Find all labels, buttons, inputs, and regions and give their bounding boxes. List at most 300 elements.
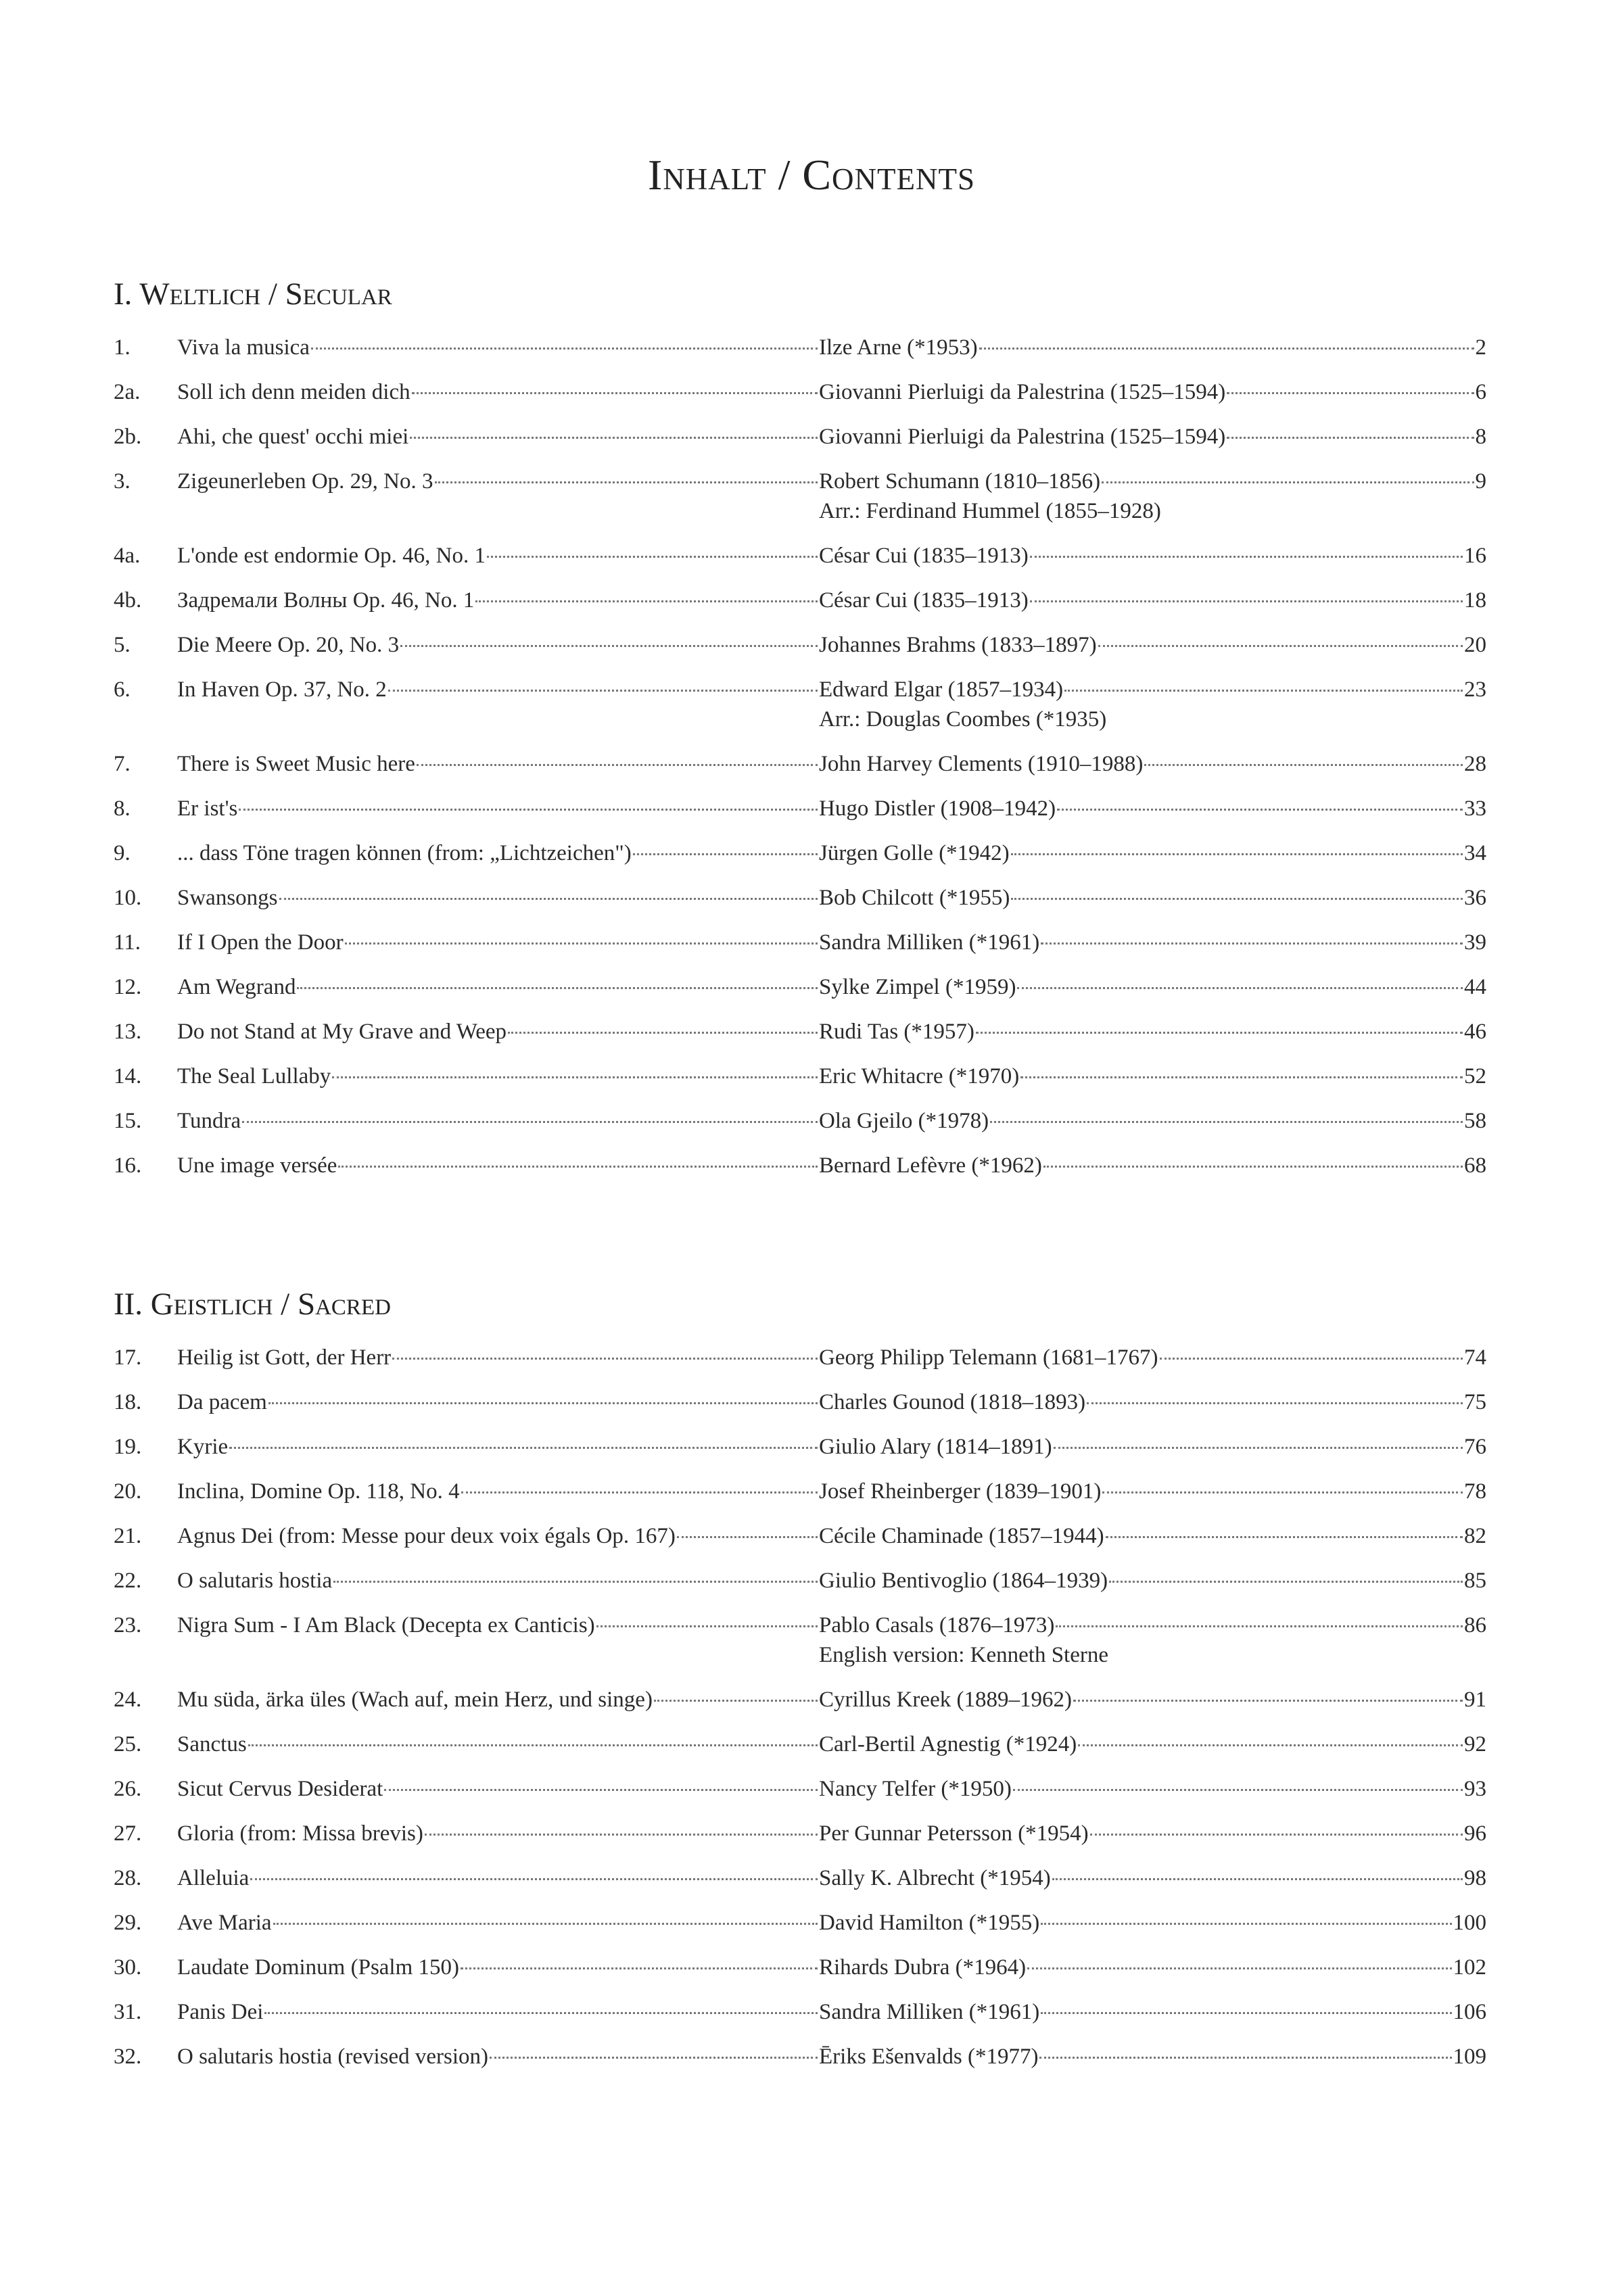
entry-title: There is Sweet Music here (177, 752, 415, 776)
toc-line (114, 1432, 1486, 1462)
dot-leader (677, 1536, 818, 1538)
dot-leader (1144, 764, 1463, 766)
toc-line (114, 1610, 1486, 1640)
entry-composer-cell (819, 1387, 1464, 1417)
dot-leader (1041, 2012, 1451, 2014)
entry-page: 8 (1475, 425, 1486, 449)
dot-leader (1227, 392, 1474, 394)
toc-entry (114, 1106, 1486, 1151)
dot-leader (979, 348, 1474, 350)
toc-line (114, 1387, 1486, 1417)
entry-composer: Eric Whitacre (*1970) (819, 1064, 1020, 1089)
entry-composer-cell (819, 541, 1464, 571)
entry-composer: Carl-Bertil Agnestig (*1924) (819, 1732, 1077, 1756)
dot-leader (425, 1834, 818, 1836)
entry-page: 46 (1464, 1020, 1486, 1044)
dot-leader (1064, 690, 1463, 692)
entry-number: 7. (114, 752, 131, 776)
entry-title-cell (177, 1432, 819, 1462)
entry-number: 31. (114, 2000, 142, 2024)
entry-title-cell (177, 1566, 819, 1596)
entry-composer-cell (819, 333, 1476, 362)
toc-line (114, 1774, 1486, 1804)
entry-title: ... dass Töne tragen können (from: „Lichtzeichen") (177, 841, 632, 865)
entry-title: Inclina, Domine Op. 118, No. 4 (177, 1479, 460, 1504)
dot-leader (417, 764, 818, 766)
entry-composer: Jürgen Golle (*1942) (819, 841, 1010, 865)
entry-title-cell (177, 1343, 819, 1372)
entry-page: 28 (1464, 752, 1486, 776)
entry-composer: Cyrillus Kreek (1889–1962) (819, 1688, 1072, 1712)
entry-composer: Sylke Zimpel (*1959) (819, 975, 1016, 999)
toc-line (114, 1566, 1486, 1596)
entry-title: Задремали Волны Op. 46, No. 1 (177, 588, 475, 613)
entry-number: 6. (114, 677, 131, 702)
entry-title: Viva la musica (177, 335, 310, 360)
dot-leader (1054, 1447, 1463, 1449)
dot-leader (1057, 809, 1463, 811)
entry-title-cell (177, 838, 819, 868)
entry-composer: Georg Philipp Telemann (1681–1767) (819, 1345, 1158, 1370)
dot-leader (1011, 853, 1463, 855)
dot-leader (1030, 556, 1463, 558)
entry-number: 32. (114, 2044, 142, 2069)
entry-composer: Sandra Milliken (*1961) (819, 2000, 1040, 2024)
toc-entry (114, 422, 1486, 467)
dot-leader (990, 1121, 1463, 1123)
entry-title: Nigra Sum - I Am Black (Decepta ex Canticis) (177, 1613, 595, 1637)
entry-composer: César Cui (1835–1913) (819, 544, 1029, 568)
dot-leader (1102, 1491, 1463, 1493)
dot-leader (1056, 1625, 1463, 1627)
entry-page: 9 (1475, 469, 1486, 494)
entry-number: 2a. (114, 380, 141, 404)
entry-composer: John Harvey Clements (1910–1988) (819, 752, 1144, 776)
entry-page: 75 (1464, 1390, 1486, 1414)
entry-composer-cell (819, 1151, 1464, 1180)
entry-title: If I Open the Door (177, 930, 344, 955)
entry-composer: Edward Elgar (1857–1934) (819, 677, 1064, 702)
entry-title-cell (177, 467, 819, 496)
toc-entry (114, 675, 1486, 749)
entry-page: 100 (1453, 1911, 1486, 1935)
entry-composer: Charles Gounod (1818–1893) (819, 1390, 1086, 1414)
entry-composer: Josef Rheinberger (1839–1901) (819, 1479, 1102, 1504)
toc-line (114, 928, 1486, 957)
dot-leader (242, 1121, 818, 1123)
entry-composer-cell (819, 2042, 1453, 2072)
toc-line (114, 541, 1486, 571)
entry-page: 18 (1464, 588, 1486, 613)
entry-composer-cell (819, 377, 1476, 407)
toc-entry (114, 1061, 1486, 1106)
entry-number: 27. (114, 1821, 142, 1846)
toc-entry (114, 1908, 1486, 1953)
entry-arranger: Arr.: Douglas Coombes (*1935) (819, 707, 1107, 732)
entry-number: 23. (114, 1613, 142, 1637)
entry-composer-cell (819, 1685, 1464, 1715)
toc-line (114, 883, 1486, 913)
entry-title-cell (177, 1908, 819, 1938)
entry-number: 25. (114, 1732, 142, 1756)
entry-page: 6 (1475, 380, 1486, 404)
toc-line (114, 675, 1486, 704)
entry-page: 16 (1464, 544, 1486, 568)
entry-title: In Haven Op. 37, No. 2 (177, 677, 387, 702)
toc-line (114, 1151, 1486, 1180)
toc-entry (114, 972, 1486, 1017)
toc-line (114, 1017, 1486, 1047)
entry-composer-cell (819, 1729, 1464, 1759)
toc-line (114, 1106, 1486, 1136)
entry-title: Soll ich denn meiden dich (177, 380, 410, 404)
entry-title-cell (177, 1610, 819, 1640)
dot-leader (273, 1923, 818, 1925)
entry-number: 4a. (114, 544, 141, 568)
dot-leader (461, 1967, 818, 1969)
entry-composer: Ola Gjeilo (*1978) (819, 1109, 989, 1133)
dot-leader (1160, 1358, 1463, 1360)
entry-title-cell (177, 1863, 819, 1893)
toc-line (114, 377, 1486, 407)
entry-composer-cell (819, 838, 1464, 868)
entry-title-cell (177, 1477, 819, 1506)
entry-title-cell (177, 585, 819, 615)
entry-title: The Seal Lullaby (177, 1064, 331, 1089)
entry-title-cell (177, 1819, 819, 1848)
entry-title: Am Wegrand (177, 975, 296, 999)
entry-title: Mu süda, ärka üles (Wach auf, mein Herz, und singe) (177, 1688, 653, 1712)
entry-composer-cell (819, 749, 1464, 779)
dot-leader (239, 809, 818, 811)
entry-number: 21. (114, 1524, 142, 1548)
entry-title-cell (177, 1729, 819, 1759)
dot-leader (1013, 1789, 1463, 1791)
section-sacred (114, 1281, 1486, 2086)
entry-title: O salutaris hostia (revised version) (177, 2044, 489, 2069)
entry-title: L'onde est endormie Op. 46, No. 1 (177, 544, 486, 568)
dot-leader (654, 1700, 818, 1702)
entry-title: Swansongs (177, 886, 278, 910)
entry-title: Sicut Cervus Desiderat (177, 1777, 383, 1801)
entry-title-cell (177, 1774, 819, 1804)
toc-line (114, 1343, 1486, 1372)
entry-number: 5. (114, 633, 131, 657)
entry-title: O salutaris hostia (177, 1569, 333, 1593)
entry-number: 30. (114, 1955, 142, 1980)
toc-line (114, 1477, 1486, 1506)
entry-title: Panis Dei (177, 2000, 264, 2024)
entry-page: 68 (1464, 1153, 1486, 1178)
entry-composer-cell (819, 422, 1476, 452)
entry-title-cell (177, 1997, 819, 2027)
entry-title-cell (177, 794, 819, 823)
dot-leader (487, 556, 818, 558)
entry-page: 86 (1464, 1613, 1486, 1637)
toc-entry (114, 377, 1486, 422)
entry-composer: Per Gunnar Petersson (*1954) (819, 1821, 1089, 1846)
entry-number: 16. (114, 1153, 142, 1178)
dot-leader (1098, 645, 1463, 647)
entry-number: 12. (114, 975, 142, 999)
toc-entry (114, 749, 1486, 794)
dot-leader (250, 1878, 818, 1880)
entry-number: 24. (114, 1688, 142, 1712)
dot-leader (490, 2057, 818, 2059)
toc-line (114, 838, 1486, 868)
entry-composer: Rihards Dubra (*1964) (819, 1955, 1027, 1980)
entry-number: 9. (114, 841, 131, 865)
entry-number: 8. (114, 796, 131, 821)
page-title: Inhalt / Contents (647, 151, 976, 199)
entry-title-cell (177, 630, 819, 660)
section-heading: II. Geistlich / Sacred (114, 1287, 391, 1322)
dot-leader (1073, 1700, 1463, 1702)
toc-entry (114, 1997, 1486, 2042)
entry-title-cell (177, 1106, 819, 1136)
dot-leader (1020, 1076, 1463, 1078)
toc-line (114, 422, 1486, 452)
entry-title-cell (177, 1521, 819, 1551)
dot-leader (1106, 1536, 1463, 1538)
toc-line (114, 794, 1486, 823)
entry-page: 93 (1464, 1777, 1486, 1801)
entry-title: Sanctus (177, 1732, 247, 1756)
dot-leader (412, 392, 818, 394)
toc-entry (114, 1774, 1486, 1819)
dot-leader (279, 898, 818, 900)
entry-page: 33 (1464, 796, 1486, 821)
toc-entry (114, 1863, 1486, 1908)
toc-line (114, 467, 1486, 496)
entry-title: Do not Stand at My Grave and Weep (177, 1020, 507, 1044)
dot-leader (1078, 1744, 1463, 1746)
dot-leader (1043, 1166, 1463, 1168)
dot-leader (333, 1581, 818, 1583)
entry-title-cell (177, 1953, 819, 1982)
entry-composer-cell (819, 883, 1464, 913)
entry-composer-cell (819, 585, 1464, 615)
entry-page: 91 (1464, 1688, 1486, 1712)
dot-leader (410, 437, 818, 439)
entry-page: 2 (1475, 335, 1486, 360)
entry-number: 3. (114, 469, 131, 494)
toc-line (114, 1908, 1486, 1938)
entry-number: 11. (114, 930, 141, 955)
dot-leader (1030, 600, 1463, 602)
entry-title-cell (177, 422, 819, 452)
dot-leader (461, 1491, 818, 1493)
dot-leader (268, 1402, 818, 1404)
entry-title-cell (177, 928, 819, 957)
toc-line (114, 333, 1486, 362)
toc-line (114, 1953, 1486, 1982)
entry-page: 76 (1464, 1435, 1486, 1459)
toc-line (114, 1819, 1486, 1848)
entry-composer-cell (819, 1566, 1464, 1596)
entry-title: Agnus Dei (from: Messe pour deux voix égals Op. 167) (177, 1524, 676, 1548)
entry-page: 20 (1464, 633, 1486, 657)
entry-page: 44 (1464, 975, 1486, 999)
entry-page: 52 (1464, 1064, 1486, 1089)
entry-title-cell (177, 377, 819, 407)
entry-page: 98 (1464, 1866, 1486, 1890)
entry-composer-cell (819, 1521, 1464, 1551)
dot-leader (388, 690, 818, 692)
dot-leader (1087, 1402, 1463, 1404)
dot-leader (264, 2012, 818, 2014)
entry-title-cell (177, 749, 819, 779)
entry-composer: Giulio Bentivoglio (1864–1939) (819, 1569, 1108, 1593)
entry-composer-cell (819, 1610, 1464, 1640)
toc-line (114, 749, 1486, 779)
entry-page: 85 (1464, 1569, 1486, 1593)
entry-title: Da pacem (177, 1390, 267, 1414)
entry-page: 36 (1464, 886, 1486, 910)
entry-title-cell (177, 1017, 819, 1047)
entry-title-cell (177, 1387, 819, 1417)
entry-number: 26. (114, 1777, 142, 1801)
toc-line (114, 1685, 1486, 1715)
entry-title: Die Meere Op. 20, No. 3 (177, 633, 400, 657)
entry-page: 96 (1464, 1821, 1486, 1846)
toc-line (114, 1521, 1486, 1551)
entry-page: 106 (1453, 2000, 1486, 2024)
toc-line (114, 585, 1486, 615)
entry-title: Ahi, che quest' occhi miei (177, 425, 409, 449)
entry-number: 13. (114, 1020, 142, 1044)
entry-composer-cell (819, 1997, 1453, 2027)
entry-title: Er ist's (177, 796, 238, 821)
dot-leader (435, 481, 818, 483)
entry-arranger: Arr.: Ferdinand Hummel (1855–1928) (819, 499, 1161, 523)
dot-leader (1109, 1581, 1463, 1583)
entry-composer-cell (819, 1908, 1453, 1938)
dot-leader (1011, 898, 1463, 900)
toc-line (114, 630, 1486, 660)
entry-composer-cell (819, 794, 1464, 823)
dot-leader (248, 1744, 818, 1746)
entry-title: Zigeunerleben Op. 29, No. 3 (177, 469, 433, 494)
toc-line (114, 972, 1486, 1002)
entry-title-cell (177, 1151, 819, 1180)
entry-composer-cell (819, 1061, 1464, 1091)
toc-entry (114, 1566, 1486, 1610)
toc-entry (114, 1432, 1486, 1477)
entry-title: Kyrie (177, 1435, 229, 1459)
entry-composer-cell (819, 1774, 1464, 1804)
toc-entry (114, 630, 1486, 675)
entry-composer: Pablo Casals (1876–1973) (819, 1613, 1055, 1637)
entry-composer-cell (819, 928, 1464, 957)
entry-composer-cell (819, 1819, 1464, 1848)
entry-composer: Giulio Alary (1814–1891) (819, 1435, 1052, 1459)
entry-composer-cell (819, 1863, 1464, 1893)
entry-composer: Cécile Chaminade (1857–1944) (819, 1524, 1104, 1548)
toc-entry (114, 333, 1486, 377)
entry-composer: Johannes Brahms (1833–1897) (819, 633, 1097, 657)
entry-arranger: English version: Kenneth Sterne (819, 1643, 1109, 1667)
entry-composer: Nancy Telfer (*1950) (819, 1777, 1012, 1801)
toc-entry (114, 1521, 1486, 1566)
entry-composer: David Hamilton (*1955) (819, 1911, 1040, 1935)
toc-entry (114, 1477, 1486, 1521)
dot-leader (229, 1447, 818, 1449)
entry-page: 39 (1464, 930, 1486, 955)
dot-leader (338, 1166, 818, 1168)
toc-entry (114, 1343, 1486, 1387)
dot-leader (345, 942, 818, 944)
entry-composer-cell (819, 1343, 1464, 1372)
entry-number: 1. (114, 335, 131, 360)
dot-leader (475, 600, 818, 602)
entry-number: 17. (114, 1345, 142, 1370)
dot-leader (392, 1358, 818, 1360)
entry-composer-cell (819, 972, 1464, 1002)
entry-number: 15. (114, 1109, 142, 1133)
entry-page: 78 (1464, 1479, 1486, 1504)
dot-leader (976, 1032, 1463, 1034)
entry-title: Laudate Dominum (Psalm 150) (177, 1955, 460, 1980)
toc-entry (114, 1151, 1486, 1195)
dot-leader (1039, 2057, 1451, 2059)
section-heading: I. Weltlich / Secular (114, 277, 392, 312)
section-secular (114, 270, 1486, 1195)
entry-composer: Giovanni Pierluigi da Palestrina (1525–1594) (819, 380, 1226, 404)
entry-page: 23 (1464, 677, 1486, 702)
entry-page: 82 (1464, 1524, 1486, 1548)
dot-leader (1041, 1923, 1451, 1925)
entry-number: 19. (114, 1435, 142, 1459)
dot-leader (332, 1076, 818, 1078)
entry-title-cell (177, 1061, 819, 1091)
entry-title: Heilig ist Gott, der Herr (177, 1345, 392, 1370)
toc-entry (114, 928, 1486, 972)
toc-entry (114, 541, 1486, 585)
toc-line (114, 1729, 1486, 1759)
entry-number: 2b. (114, 425, 142, 449)
entry-title: Une image versée (177, 1153, 337, 1178)
entry-title-cell (177, 972, 819, 1002)
entry-composer: Ēriks Ešenvalds (*1977) (819, 2044, 1039, 2069)
dot-leader (1017, 987, 1463, 989)
toc-list (114, 333, 1486, 1195)
toc-entry (114, 585, 1486, 630)
entry-title: Ave Maria (177, 1911, 272, 1935)
entry-page: 58 (1464, 1109, 1486, 1133)
entry-page: 92 (1464, 1732, 1486, 1756)
dot-leader (311, 348, 818, 350)
dot-leader (1052, 1878, 1463, 1880)
entry-title-cell (177, 541, 819, 571)
entry-composer-cell (819, 1953, 1453, 1982)
entry-title-cell (177, 1685, 819, 1715)
entry-composer-cell (819, 1106, 1464, 1136)
toc-entry (114, 467, 1486, 541)
toc-line (114, 1997, 1486, 2027)
entry-composer: Sally K. Albrecht (*1954) (819, 1866, 1051, 1890)
toc-entry (114, 1387, 1486, 1432)
entry-composer: Hugo Distler (1908–1942) (819, 796, 1056, 821)
entry-composer: Bernard Lefèvre (*1962) (819, 1153, 1042, 1178)
toc-entry (114, 1819, 1486, 1863)
entry-composer: Rudi Tas (*1957) (819, 1020, 974, 1044)
entry-page: 74 (1464, 1345, 1486, 1370)
toc-entry (114, 1953, 1486, 1997)
entry-composer: Giovanni Pierluigi da Palestrina (1525–1594) (819, 425, 1226, 449)
toc-line (114, 1061, 1486, 1091)
entry-number: 18. (114, 1390, 142, 1414)
